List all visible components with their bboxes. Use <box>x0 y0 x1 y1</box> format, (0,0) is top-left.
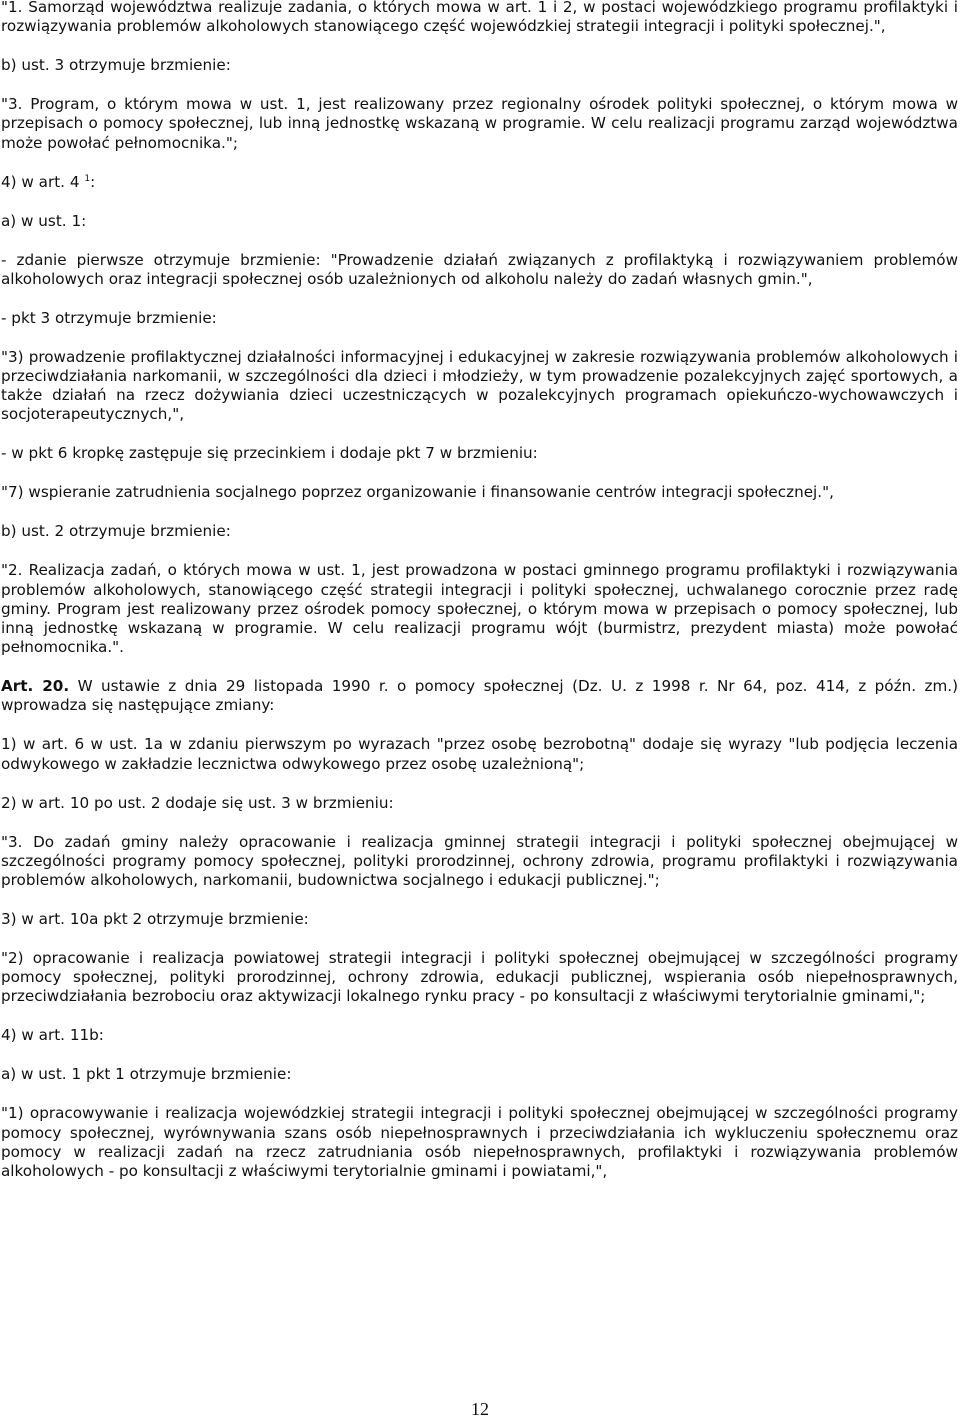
paragraph: 3) w art. 10a pkt 2 otrzymuje brzmienie: <box>1 910 309 929</box>
paragraph: 1) w art. 6 w ust. 1a w zdaniu pierwszym po wyrazach "przez osobę bezrobotną" dodaje się wyrazy "lub podjęcia leczenia odwykowego w zakładzie lecznictwa odwykowego przez osobę uzależnioną"; <box>1 735 958 773</box>
paragraph: "3. Program, o którym mowa w ust. 1, jest realizowany przez regionalny ośrodek polityki społecznej, o którym mowa w przepisach o pomocy społecznej, lub inną jednostkę wskazaną w programie. W celu realizacji programu zarząd województwa może powołać pełnomocnika."; <box>1 95 958 152</box>
page-number: 12 <box>471 1399 489 1419</box>
paragraph: b) ust. 2 otrzymuje brzmienie: <box>1 522 231 541</box>
paragraph: - zdanie pierwsze otrzymuje brzmienie: "Prowadzenie działań związanych z profilaktyką i rozwiązywaniem problemów alkoholowych oraz integracji społecznej osób uzależnionych od alkoholu należy do zadań własnych gmin.", <box>1 250 958 288</box>
paragraph: "7) wspieranie zatrudnienia socjalnego poprzez organizowanie i finansowanie centrów integracji społecznej.", <box>1 483 834 502</box>
paragraph: 2) w art. 10 po ust. 2 dodaje się ust. 3 w brzmieniu: <box>1 793 394 812</box>
paragraph: 4) w art. 11b: <box>1 1026 104 1045</box>
paragraph: a) w ust. 1 pkt 1 otrzymuje brzmienie: <box>1 1065 292 1084</box>
paragraph: "1) opracowywanie i realizacja wojewódzkiej strategii integracji i polityki społecznej obejmującej w szczególności programy pomocy społecznej, wyrównywania szans osób niepełnosprawnych i przeciwdziałania ich wykluczeniu społecznemu oraz pomocy w realizacji zadań na rzecz zatrudniania osób niepełnosprawnych, profilaktyki i rozwiązywania problemów alkoholowych - po konsultacji z właściwymi terytorialnie gminami i powiatami,", <box>1 1104 958 1181</box>
paragraph: "2) opracowanie i realizacja powiatowej strategii integracji i polityki społecznej obejmującej w szczególności programy pomocy społecznej, polityki prorodzinnej, ochrony zdrowia, edukacji publicznej, wspierania osób niepełnosprawnych, przeciwdziałania bezrobociu oraz aktywizacji lokalnego rynku pracy - po konsultacji z właściwymi terytorialnie gminami,"; <box>1 949 958 1006</box>
article-heading: Art. 20. <box>1 677 70 696</box>
paragraph: a) w ust. 1: <box>1 211 87 230</box>
paragraph: - pkt 3 otrzymuje brzmienie: <box>1 308 217 327</box>
paragraph-text: 4) w art. 4 <box>1 172 80 191</box>
paragraph: "3. Do zadań gminy należy opracowanie i realizacja gminnej strategii integracji i polityki społecznej obejmującej w szczególności programy pomocy społecznej, polityki prorodzinnej, ochrony zdrowia, programu profilaktyki i rozwiązywania problemów alkoholowych, narkomanii, budownictwa socjalnego i edukacji publicznej."; <box>1 832 958 890</box>
paragraph-text: W ustawie z dnia 29 listopada 1990 r. o pomocy społecznej (Dz. U. z 1998 r. Nr 64, poz. 414, z późn. zm.) wprowadza się następujące zmiany: <box>1 677 959 715</box>
paragraph: b) ust. 3 otrzymuje brzmienie: <box>1 56 231 75</box>
paragraph: "1. Samorząd województwa realizuje zadania, o których mowa w art. 1 i 2, w postaci wojewódzkiego programu profilaktyki i rozwiązywania problemów alkoholowych stanowiącego część wojewódzkiej strategii integracji i polityki społecznej.", <box>1 0 958 36</box>
paragraph: "2. Realizacja zadań, o których mowa w ust. 1, jest prowadzona w postaci gminnego programu profilaktyki i rozwiązywania problemów alkoholowych, stanowiącego część strategii integracji i polityki społecznej, uchwalanego corocznie przez radę gminy. Program jest realizowany przez ośrodek pomocy społecznej, o którym mowa w przepisach o pomocy społecznej, lub inną jednostkę wskazaną w programie. W celu realizacji programu wójt (burmistrz, prezydent miasta) może powołać pełnomocnika.". <box>1 561 958 657</box>
colon: : <box>90 172 96 191</box>
paragraph-art-20 <box>1 677 958 715</box>
paragraph: - w pkt 6 kropkę zastępuje się przecinkiem i dodaje pkt 7 w brzmieniu: <box>1 444 538 463</box>
paragraph-art-4-1 <box>1 173 958 192</box>
superscript: 1 <box>84 173 91 184</box>
paragraph: "3) prowadzenie profilaktycznej działalności informacyjnej i edukacyjnej w zakresie rozwiązywania problemów alkoholowych i przeciwdziałania narkomanii, w szczególności dla dzieci i młodzieży, w tym prowadzenie pozalekcyjnych zajęć sportowych, a także działań na rzecz dożywiania dzieci uczestniczących w pozalekcyjnych programach opiekuńczo-wychowawczych i socjoterapeutycznych,", <box>1 347 958 424</box>
